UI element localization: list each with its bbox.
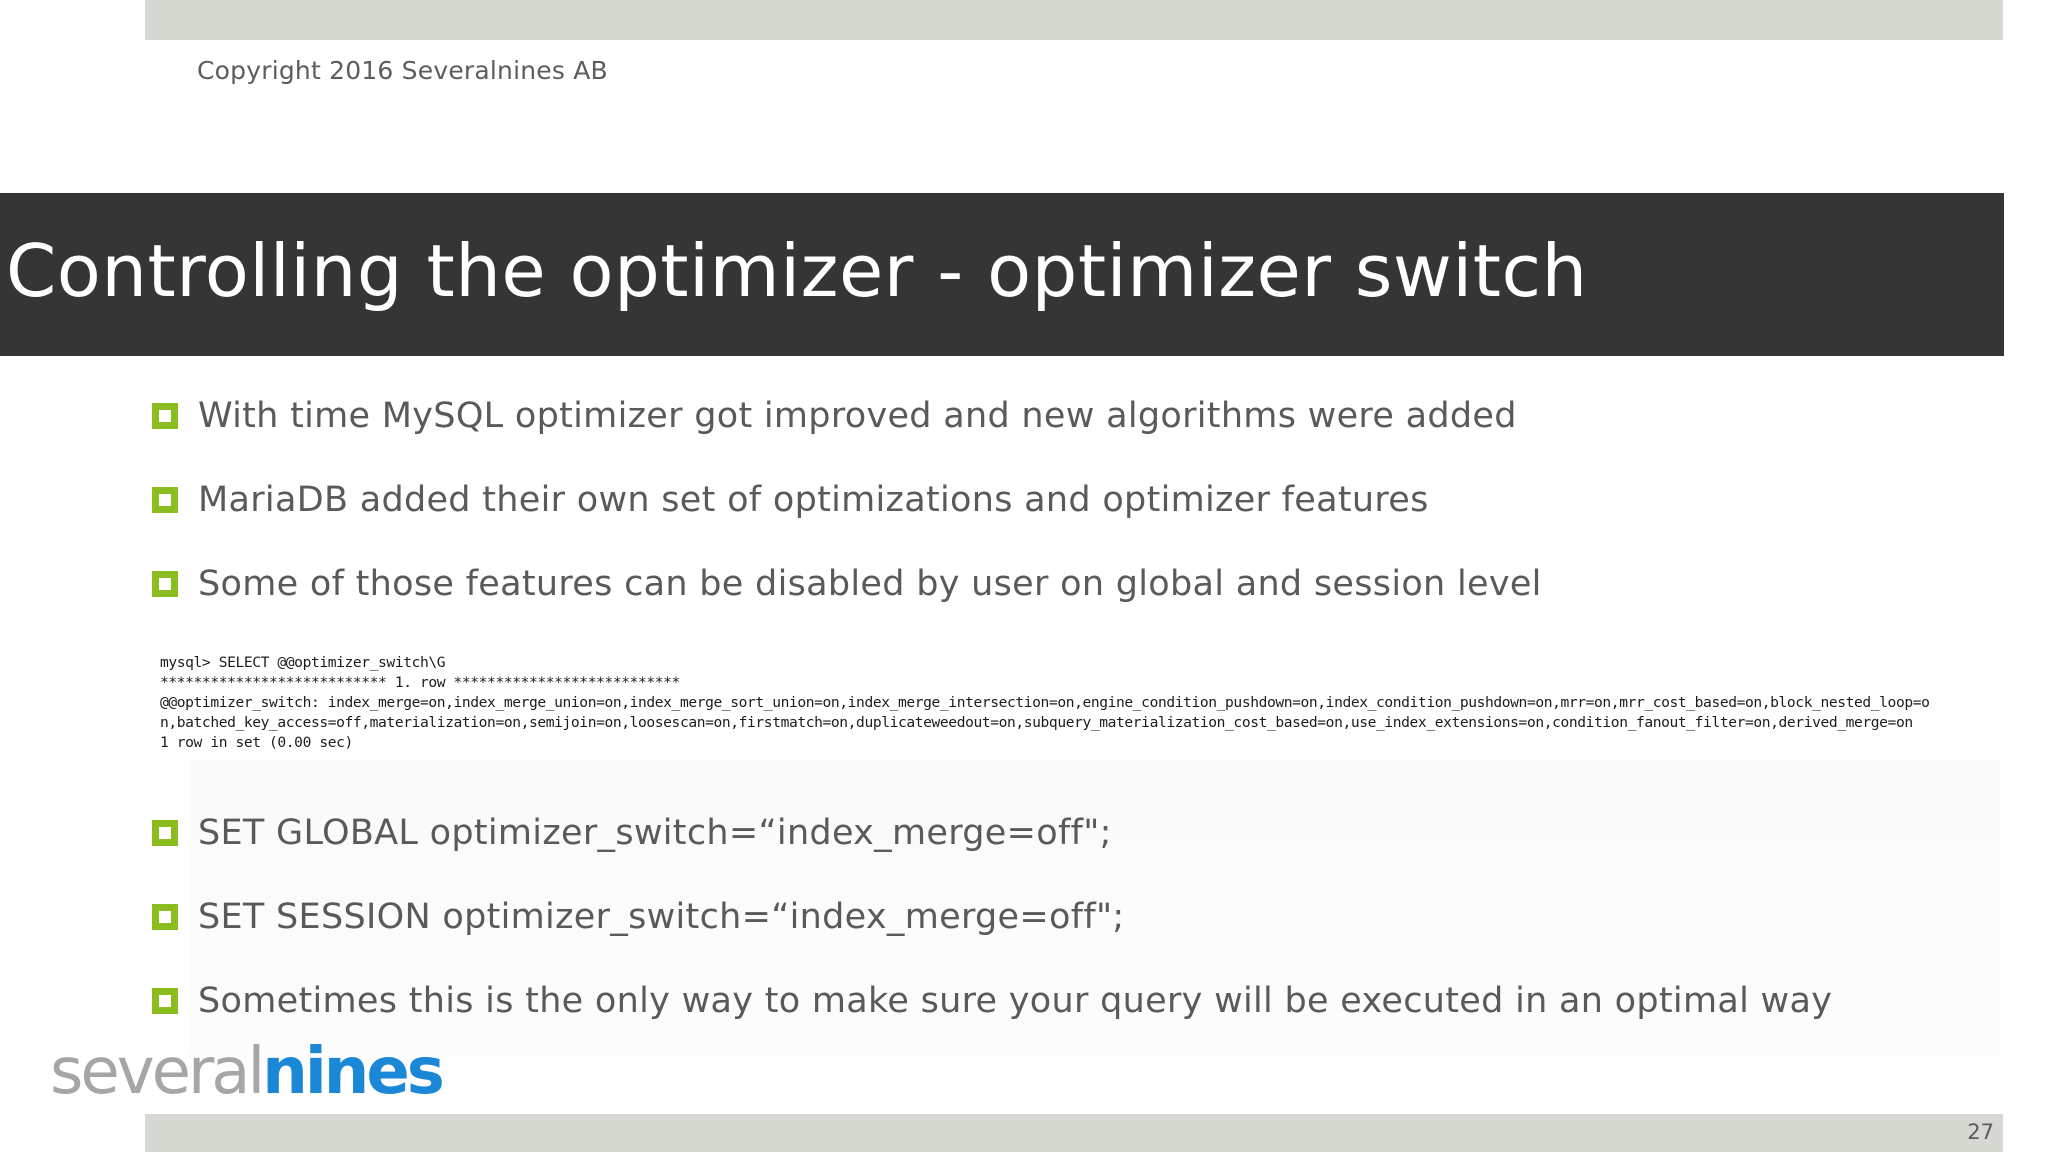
- severalnines-logo: [50, 1035, 442, 1110]
- bullet-square-icon: [152, 820, 178, 846]
- bullet-item: [152, 564, 1542, 604]
- bullet-square-icon: [152, 904, 178, 930]
- logo-text-several: several: [50, 1035, 263, 1109]
- bullet-item: [152, 813, 1112, 853]
- bullet-text: With time MySQL optimizer got improved and new algorithms were added: [198, 396, 1517, 436]
- logo-text-nines: nines: [262, 1035, 442, 1109]
- copyright-text: Copyright 2016 Severalnines AB: [197, 56, 608, 85]
- code-block: [160, 653, 2000, 753]
- bottom-bar: [145, 1114, 2003, 1152]
- bullet-text: MariaDB added their own set of optimizations and optimizer features: [198, 480, 1429, 520]
- top-bar: [145, 0, 2003, 40]
- bullet-square-icon: [152, 403, 178, 429]
- bullet-text: SET GLOBAL optimizer_switch=“index_merge=off";: [198, 813, 1112, 853]
- bullet-text: Some of those features can be disabled by user on global and session level: [198, 564, 1542, 604]
- code-line: *************************** 1. row ***************************: [160, 674, 680, 691]
- bullet-text: Sometimes this is the only way to make sure your query will be executed in an optimal way: [198, 981, 1833, 1021]
- bullet-square-icon: [152, 571, 178, 597]
- bullet-item: [152, 480, 1429, 520]
- code-line: 1 row in set (0.00 sec): [160, 734, 353, 751]
- bullet-text: SET SESSION optimizer_switch=“index_merge=off";: [198, 897, 1125, 937]
- code-line: n,batched_key_access=off,materialization=on,semijoin=on,loosescan=on,firstmatch=on,duplicateweedout=on,subquery_materialization_cost_based=on,use_index_extensions=on,condition_fanout_filter=on,derived_merge=on: [160, 714, 1913, 731]
- bullet-item: [152, 981, 1832, 1021]
- bullet-item: [152, 396, 1517, 436]
- code-line: mysql> SELECT @@optimizer_switch\G: [160, 654, 446, 671]
- code-line: @@optimizer_switch: index_merge=on,index_merge_union=on,index_merge_sort_union=on,index_merge_intersection=on,engine_condition_pushdown=on,index_condition_pushdown=on,mrr=on,mrr_cost_based=on,block_nested_loop=o: [160, 694, 1930, 711]
- bullet-square-icon: [152, 988, 178, 1014]
- slide-title: Controlling the optimizer - optimizer switch: [6, 229, 1588, 313]
- page-number: 27: [1967, 1120, 1994, 1144]
- bullet-item: [152, 897, 1124, 937]
- bullet-square-icon: [152, 487, 178, 513]
